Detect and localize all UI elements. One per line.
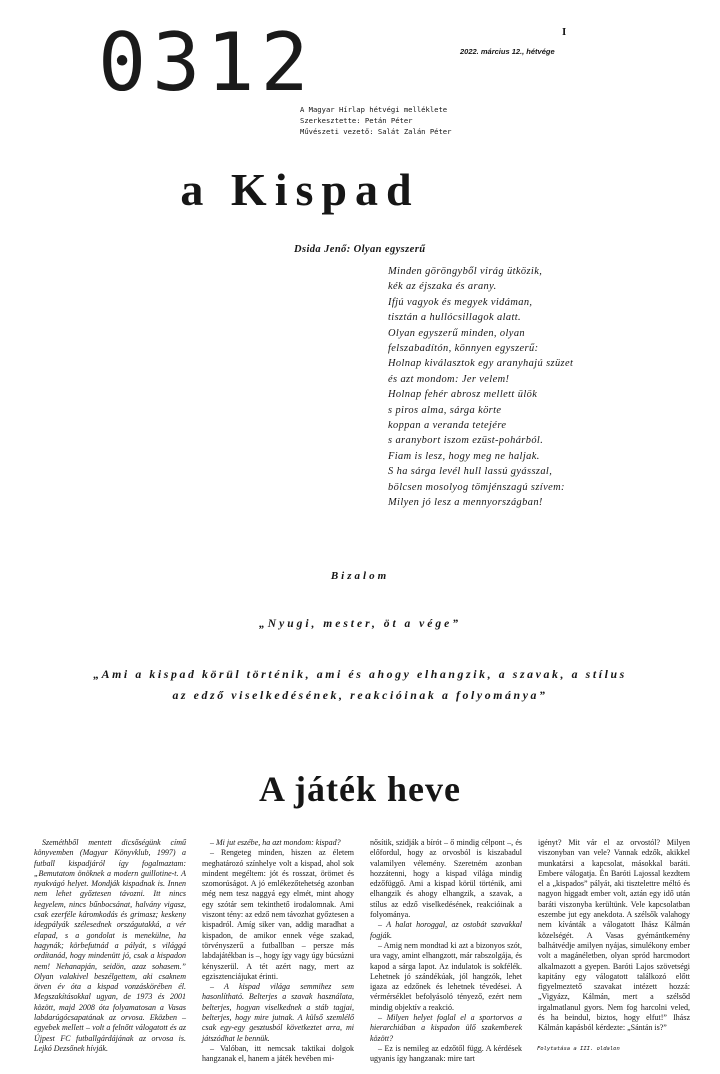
paragraph-question: – Milyen helyet foglal el a sportorvos a hierarchiában a kispadon ülő szakemberek között? <box>370 1013 522 1043</box>
credits <box>300 104 451 137</box>
poem-body <box>388 264 573 511</box>
continuation-note: Folytatása a III. oldalon <box>537 1046 620 1052</box>
credit-line: Művészeti vezető: Salát Zalán Péter <box>300 127 452 136</box>
pull-quote-2-line: „Ami a kispad körül történik, ami és ahogy elhangzik, a szavak, a stílus <box>93 667 627 681</box>
paragraph: – Rengeteg minden, hiszen az életem meghatározó színhelye volt a kispad, ahol sok mindent megéltem: jót és rosszat, örömet és szomorúságot. A jó emlékezőtehetség azonban még nem tesz naggyá egy elmét, mint ahogy egy szótár sem tekinthető irodalomnak. Ami viszont tény: az edző nem távozhat győztesen a kispadról. Amíg siker van, addig maradhat a kispadon, de amikor ennek vége szakad, törvényszerű a futballban – persze más labdajátékban is –, hogy így vagy úgy búcsúzni kényszerül. A tét azért nagy, mert az egzisztenciájukat érinti. <box>202 848 354 981</box>
paragraph: Szeméthből mentett dicsőségünk című könyvemben (Magyar Könyvklub, 1997) a futball kispadjáról így fogalmaztam: „Bemutatom önöknek a modern guillotine-t. A nyakvágó helyet. Mondják kispadnak is. Innen nem lehet győztesen távozni. Itt nincs kegyelem, nincs bűnbocsánat, halvány vigasz, csak ezerféle káromkodás és grimasz; keskeny idegpályák szélesednek országutakká, a vér elapad, s a gondolat is menekülne, ha hagynák; körbefutnád a pályát, s világgá ordítanád, hogy mindenütt jó, csak a kispadon nem! Nehanapján, seidön, azaz sohasem.” Olyan valakivel beszélgettem, aki csaknem ötven év óta a kispad vonzáskörében él. Megszakításokkal ugyan, de 1973 és 2001 között, majd 2008 óta folyamatosan a Vasas labdarúgócsapatának az orvosa. Eközben – egyebek mellett – volt a felnőtt válogatott és az Újpest FC futballgárdájának az orvosa is. Lejkó Dezsőnek hívják. <box>34 838 186 1053</box>
pull-quote-1: „Nyugi, mester, öt a vége” <box>259 618 461 630</box>
poem-line: Holnap fehér abrosz mellett ülök <box>388 389 538 401</box>
article-column-4 <box>538 838 690 1065</box>
poem-line: Holnap kiválasztok egy aranyhajú szüzet <box>388 358 574 370</box>
paragraph: – Valóban, itt nemcsak taktikai dolgok hangzanak el, hanem a játék hevében mi- <box>202 1043 354 1064</box>
paragraph: – Ez is nemileg az edzőtől függ. A kérdések ugyanis így hangzanak: mire tart <box>370 1043 522 1064</box>
headline-kispad: a Kispad <box>180 164 420 215</box>
poem-line: Fiam is lesz, hogy meg ne haljak. <box>388 450 540 462</box>
article-columns <box>34 838 690 1065</box>
poem-line: s aranybort iszom ezüst-pohárból. <box>388 435 544 447</box>
section-label: Bizalom <box>330 570 390 582</box>
issue-date: 2022. március 12., hétvége <box>460 47 555 56</box>
poem-line: tisztán a hullócsillagok alatt. <box>388 312 522 324</box>
paragraph: – Amig nem mondtad ki azt a bizonyos szót, ura vagy, amint elhangzott, már rabszolgája, és kapod a sárga lapot. Az indulatok is sokfélék. Lehetnek jó szándékúak, jól hangzók, lehet igaza az edzőnek és lehetnek tévedései. A vérmérséklet befolyásoló tényező, ezért nem mindig objektív a reakció. <box>370 940 522 1012</box>
poem-title: Dsida Jenő: Olyan egyszerű <box>294 244 426 255</box>
pull-quote-2-line: az edző viselkedésének, reakcióinak a folyománya” <box>172 688 548 702</box>
credit-line: A Magyar Hírlap hétvégi melléklete <box>300 105 448 114</box>
poem-line: Milyen jó lesz a mennyországban! <box>388 497 543 509</box>
article-column-3 <box>370 838 522 1065</box>
poem-line: s piros alma, sárga körte <box>388 404 502 416</box>
paragraph-question: – A kispad világa semmihez sem hasonlítható. Belterjes a szavak használata, belterjes, hogyan viselkednek a stáb tagjai, belterjes, hogy mire jutnak. A külső szemlélő csak egy-egy gesztusból következtet arra, mi játszódhat le bennük. <box>202 982 354 1043</box>
paragraph: igényt? Mit vár el az orvostól? Milyen viszonyban van vele? Vannak edzők, akikkel munkatársi a kapcsolat, másokkal baráti. Embere válogatja. Én Baróti Lajossal kezdtem el a „kispados” pályát, aki tisztelettre méltó és nagyon higgadt ember volt, aztán egy idő után baráti viszonyba kerültünk. Vele kapcsolatban eszembe jut egy anekdota. A szélsők valahogy nem kívánták a válogatott Ihász Kálmán közelségét. A Vasas gyémántkemény balhátvédje amilyen nyájas, simulékony ember volt a magánéletben, olyan spród harcmodort alkalmazott a gyepen. Baróti Lajos szövetségi kapitány egy válogatott találkozó előtt figyelmeztető szavakat intézett hozzá: „Vigyázz, Kálmán, mert a szélsőd irgalmatlanul gyors. Nem fog harcolni veled, és ha beindul, biztos, hogy elfut!” Ihász Kálmán kapásból kérdezte: „Sántán is?” <box>538 838 690 1033</box>
poem-line: felszabadítón, könnyen egyszerű: <box>388 343 539 355</box>
credit-line: Szerkesztette: Petán Péter <box>300 116 413 125</box>
poem-line: koppan a veranda tetejére <box>388 420 507 432</box>
poem-line: kék az éjszaka és arany. <box>388 281 497 293</box>
poem-line: bölcsen mosolyog tömjénszagú szívem: <box>388 481 565 493</box>
paragraph-question: – A halat horoggal, az ostobát szavakkal fogják. <box>370 920 522 940</box>
poem-line: S ha sárga levél hull lassú gyásszal, <box>388 466 553 478</box>
poem-line: Olyan egyszerű minden, olyan <box>388 327 526 339</box>
poem-line: és azt mondom: Jer velem! <box>388 373 510 385</box>
poem-line: Minden göröngyből virág ütközik, <box>388 266 543 277</box>
paragraph: nősítik, szidják a bírót – ő mindig célpont –, és előfordul, hogy az orvosból is kiszabadul valamilyen vélemény. Szeretném azonban hozzátenni, hogy a kispad világa mindig edzőfüggő. Ami a kispad körül történik, ami elhangzik és ahogy elhangzik, a szavak, a stílus az edző viselkedésének, reakcióinak a folyománya. <box>370 838 522 920</box>
page-number: I <box>562 26 567 38</box>
article-column-2 <box>202 838 354 1065</box>
headline-jatek-heve: A játék heve <box>259 769 461 809</box>
poem-line: Ifjú vagyok és megyek vidáman, <box>388 296 533 308</box>
masthead-number: 0312 <box>98 16 315 109</box>
article-column-1 <box>34 838 186 1065</box>
paragraph-question: – Mi jut eszébe, ha azt mondom: kispad? <box>210 838 341 847</box>
pull-quote-2 <box>20 664 700 706</box>
